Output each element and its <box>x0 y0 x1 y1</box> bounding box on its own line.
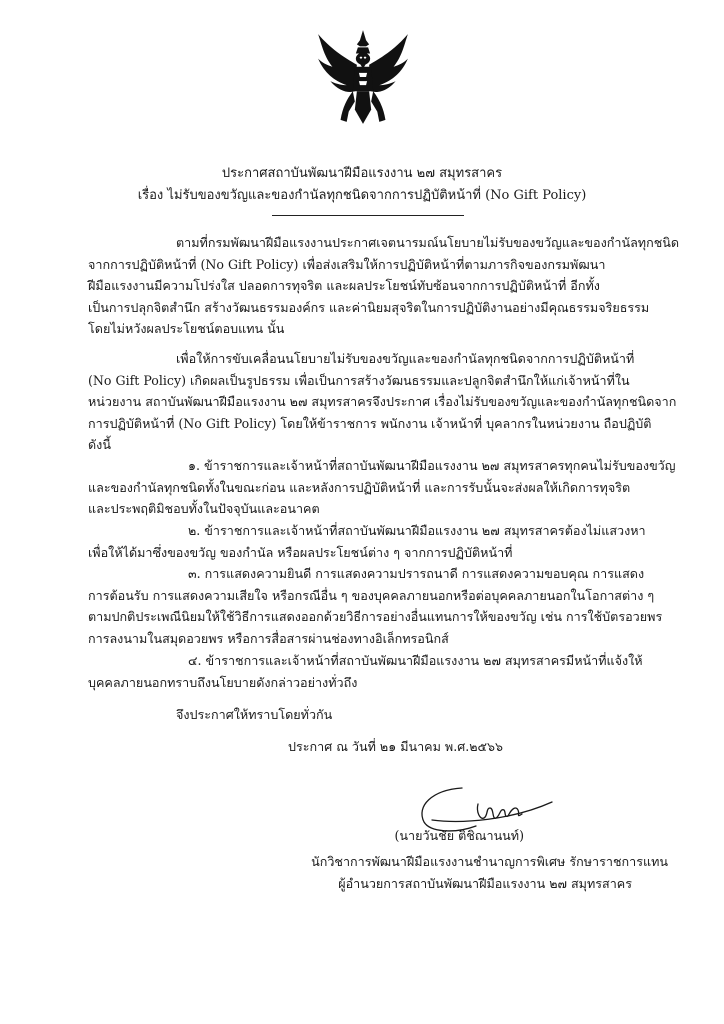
text-line: ตามปกติประเพณีนิยมให้ใช้วิธีการแสดงออกด้วยวิธีการอย่างอื่นแทนการให้ของขวัญ เช่น การใช้บัตรอวยพร <box>88 609 663 624</box>
paragraph-purpose <box>88 348 677 456</box>
text-line: เพื่อให้ได้มาซึ่งของขวัญ ของกำนัล หรือผลประโยชน์ต่าง ๆ จากการปฏิบัติหน้าที่ <box>88 544 513 560</box>
announcement-subject: เรื่อง ไม่รับของขวัญและของกำนัลทุกชนิดจากการปฏิบัติหน้าที่ (No Gift Policy) <box>137 188 587 203</box>
announcement-date: ประกาศ ณ วันที่ ๒๑ มีนาคม พ.ศ.๒๕๖๖ <box>288 739 504 754</box>
announcement-title: ประกาศสถาบันพัฒนาฝีมือแรงงาน ๒๗ สมุทรสาคร <box>221 166 503 181</box>
text-line: โดยไม่หวังผลประโยชน์ตอบแทน นั้น <box>88 321 285 336</box>
text-line: บุคคลภายนอกทราบถึงนโยบายดังกล่าวอย่างทั่วถึง <box>88 674 358 690</box>
text-line: หน่วยงาน สถาบันพัฒนาฝีมือแรงงาน ๒๗ สมุทรสาครจึงประกาศ เรื่องไม่รับของขวัญและของกำนัลทุกชนิดจาก <box>88 394 677 409</box>
text-line: (No Gift Policy) เกิดผลเป็นรูปธรรม เพื่อเป็นการสร้างวัฒนธรรมและปลูกจิตสำนึกให้แก่เจ้าหน้าที่ใน <box>88 372 630 388</box>
text-line: การปฏิบัติหน้าที่ (No Gift Policy) โดยให้ข้าราชการ พนักงาน เจ้าหน้าที่ บุคลากรในหน่วยงาน ถือปฏิบัติ <box>88 415 652 431</box>
text-line: และของกำนัลทุกชนิดทั้งในขณะก่อน และหลังการปฏิบัติหน้าที่ และการรับนั้นจะส่งผลให้เกิดการทุจริต <box>88 479 631 495</box>
text-line: เพื่อให้การขับเคลื่อนนโยบายไม่รับของขวัญและของกำนัลทุกชนิดจากการปฏิบัติหน้าที่ <box>176 351 635 366</box>
signatory-name: (นายวันชัย ติชิณานนท์) <box>394 828 524 843</box>
text-line: ๔. ข้าราชการและเจ้าหน้าที่สถาบันพัฒนาฝีมือแรงงาน ๒๗ สมุทรสาครมีหน้าที่แจ้งให้ <box>188 653 643 668</box>
text-line: จากการปฏิบัติหน้าที่ (No Gift Policy) เพื่อส่งเสริมให้การปฏิบัติหน้าที่ตามภารกิจของกรมพัฒนา <box>88 256 606 272</box>
text-line: ๓. การแสดงความยินดี การแสดงความปรารถนาดี การแสดงความขอบคุณ การแสดง <box>188 566 645 581</box>
text-line: เป็นการปลุกจิตสำนึก สร้างวัฒนธรรมองค์กร และค่านิยมสุจริตในการปฏิบัติงานอย่างมีคุณธรรมจริยธรรม <box>88 299 650 315</box>
signatory-office: ผู้อำนวยการสถาบันพัฒนาฝีมือแรงงาน ๒๗ สมุทรสาคร <box>338 876 632 891</box>
text-line: ๑. ข้าราชการและเจ้าหน้าที่สถาบันพัฒนาฝีมือแรงงาน ๒๗ สมุทรสาครทุกคนไม่รับของขวัญ <box>188 458 676 473</box>
policy-item-4 <box>88 650 668 693</box>
text-line: ฝีมือแรงงานมีความโปร่งใส ปลอดการทุจริต และผลประโยชน์ทับซ้อนจากการปฏิบัติหน้าที่ อีกทั้ง <box>88 278 600 293</box>
policy-item-1 <box>88 455 676 520</box>
garuda-emblem-icon <box>312 26 414 128</box>
title-divider <box>272 215 464 216</box>
policy-item-2 <box>88 520 668 563</box>
closing-statement: จึงประกาศให้ทราบโดยทั่วกัน <box>176 707 333 722</box>
text-line: ดังนี้ <box>88 437 111 452</box>
paragraph-intro <box>88 232 680 340</box>
text-line: ตามที่กรมพัฒนาฝีมือแรงงานประกาศเจตนารมณ์นโยบายไม่รับของขวัญและของกำนัลทุกชนิด <box>176 235 680 250</box>
policy-item-3 <box>88 563 668 649</box>
text-line: ๒. ข้าราชการและเจ้าหน้าที่สถาบันพัฒนาฝีมือแรงงาน ๒๗ สมุทรสาครต้องไม่แสวงหา <box>188 523 646 538</box>
signatory-position: นักวิชาการพัฒนาฝีมือแรงงานชำนาญการพิเศษ รักษาราชการแทน <box>311 854 668 869</box>
text-line: การลงนามในสมุดอวยพร หรือการสื่อสารผ่านช่องทางอิเล็กทรอนิกส์ <box>88 630 449 646</box>
text-line: และประพฤติมิชอบทั้งในปัจจุบันและอนาคต <box>88 501 320 516</box>
text-line: การต้อนรับ การแสดงความเสียใจ หรือกรณีอื่น ๆ ของบุคคลภายนอกหรือต่อบุคคลภายนอกในโอกาสต่าง ๆ <box>88 587 655 603</box>
